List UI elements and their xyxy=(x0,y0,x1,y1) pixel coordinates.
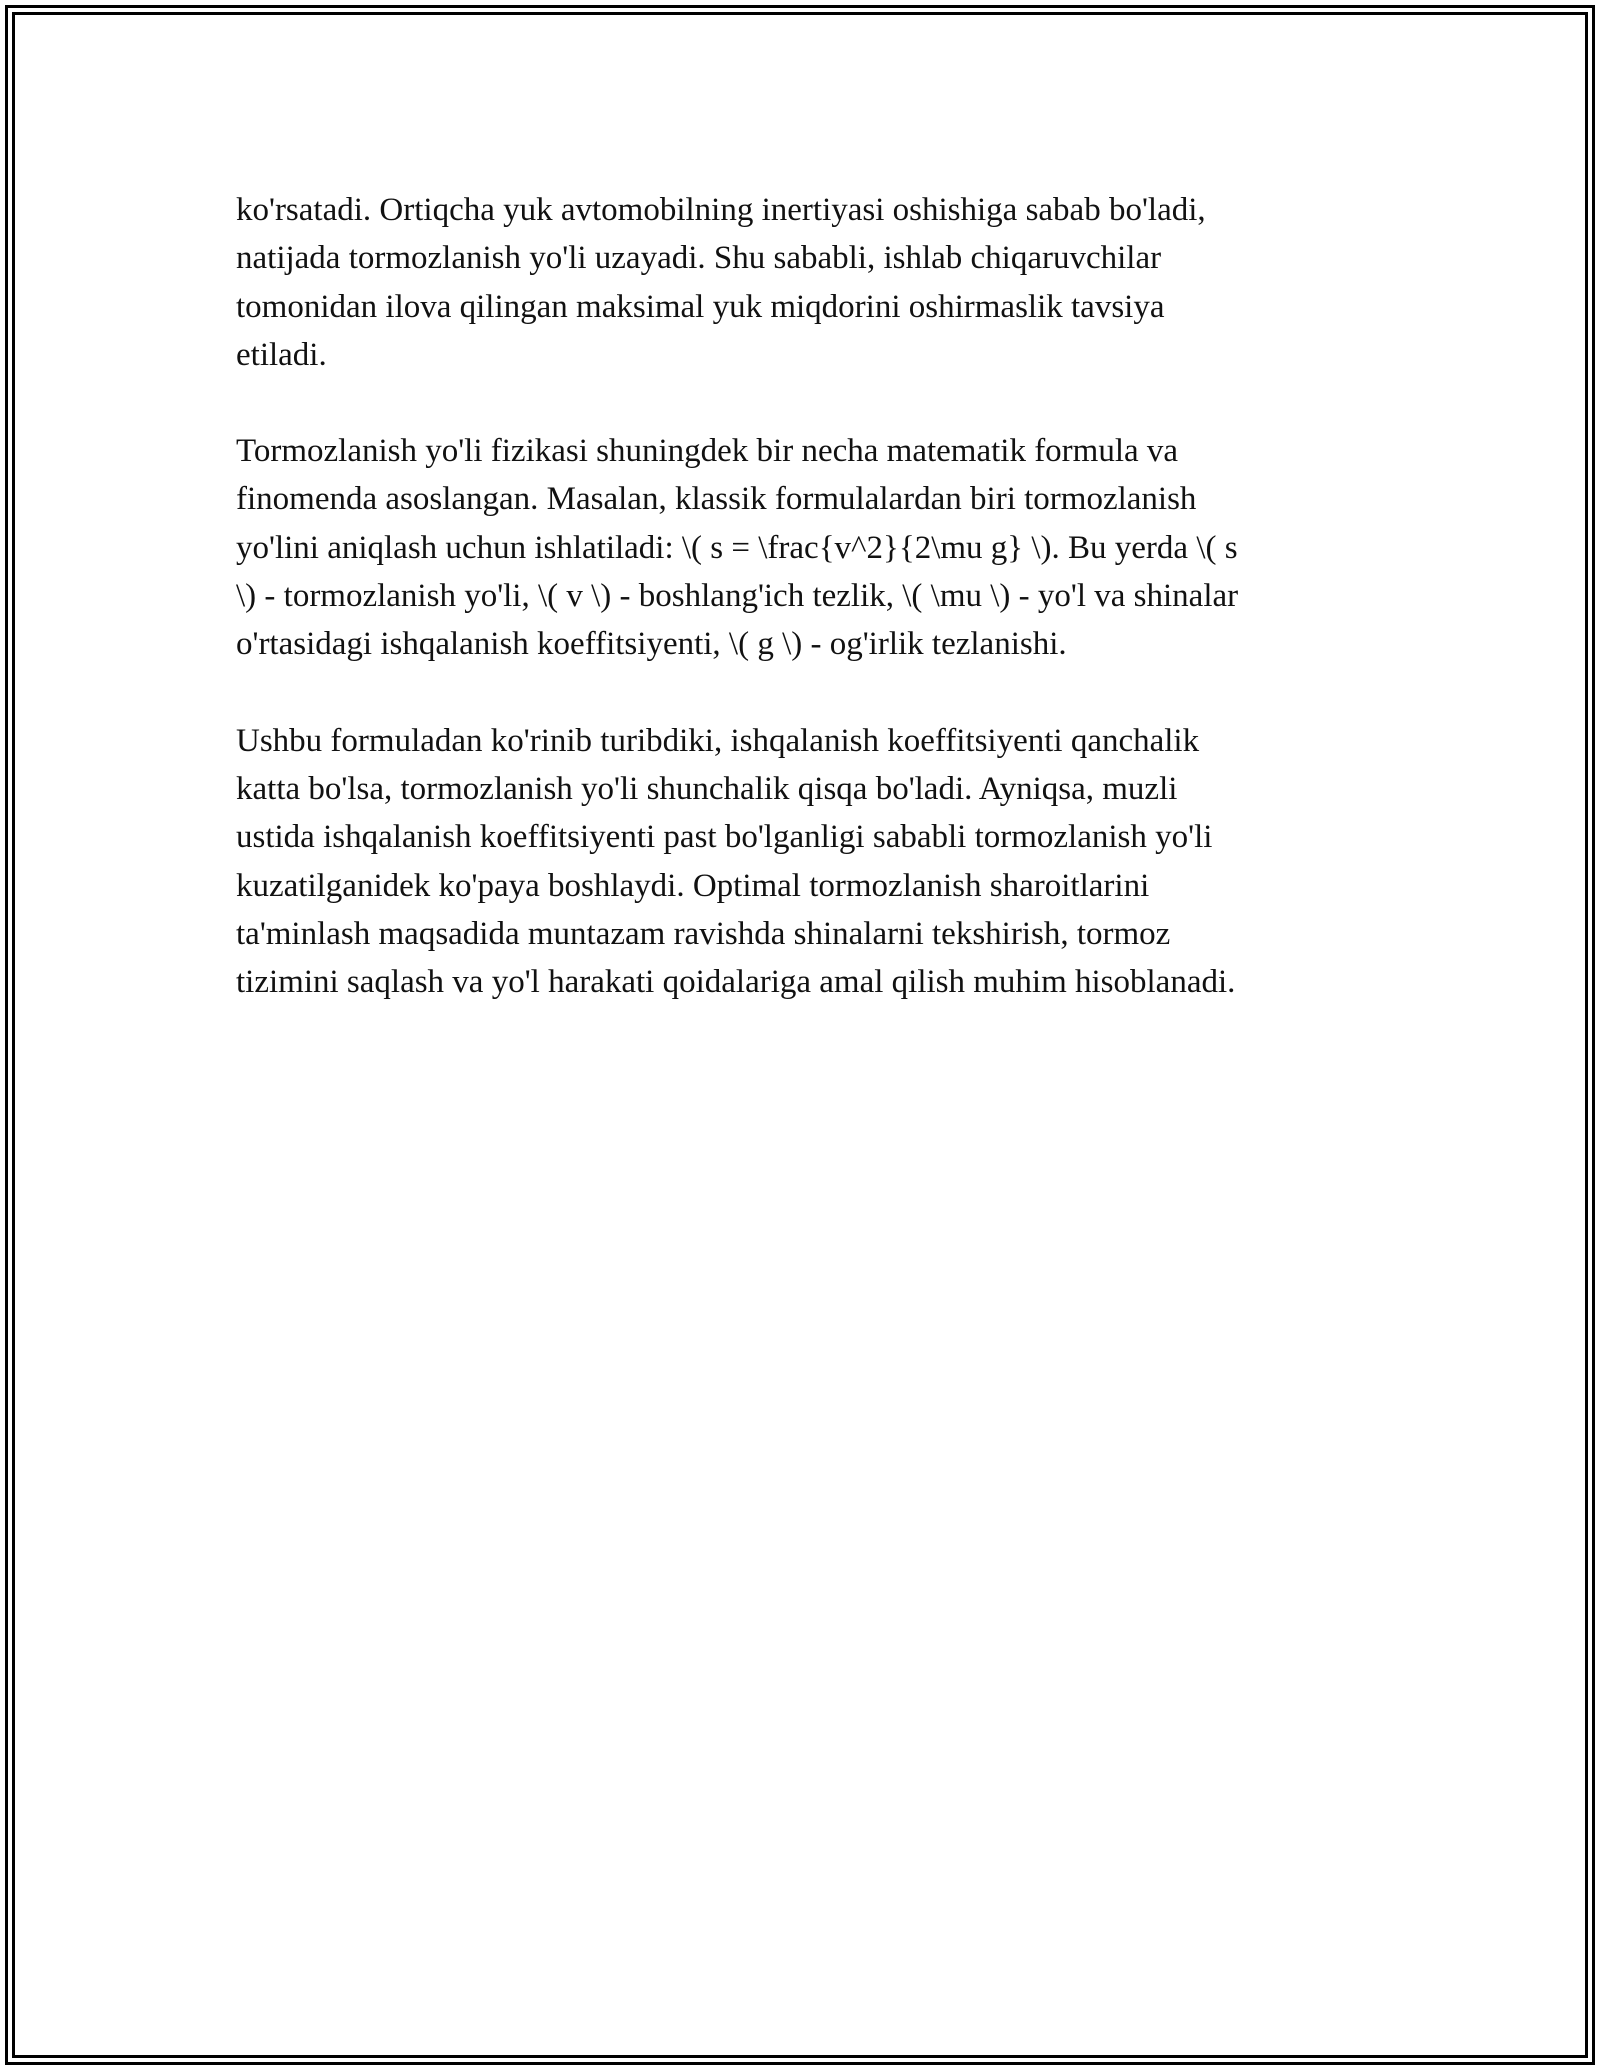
document-body xyxy=(236,186,1366,1054)
paragraph-3: Ushbu formuladan ko'rinib turibdiki, ishqalanish koeffitsiyenti qanchalik katta bo'lsa, tormozlanish yo'li shunchalik qisqa bo'ladi. Ayniqsa, muzli ustida ishqalanish koeffitsiyenti past bo'lganligi sababli tormozlanish yo'li kuzatilganidek ko'paya boshlaydi. Optimal tormozlanish sharoitlarini ta'minlash maqsadida muntazam ravishda shinalarni tekshirish, tormoz tizimini saqlash va yo'l harakati qoidalariga amal qilish muhim hisoblanadi. xyxy=(236,722,1236,1001)
paragraph-1: ko'rsatadi. Ortiqcha yuk avtomobilning inertiyasi oshishiga sabab bo'ladi, natijada tormozlanish yo'li uzayadi. Shu sababli, ishlab chiqaruvchilar tomonidan ilova qilingan maksimal yuk miqdorini oshirmaslik tavsiya etiladi. xyxy=(236,192,1206,373)
paragraph-2: Tormozlanish yo'li fizikasi shuningdek bir necha matematik formula va finomenda asoslangan. Masalan, klassik formulalardan biri tormozlanish yo'lini aniqlash uchun ishlatiladi: \( s = \frac{v^2}{2\mu g} \). Bu yerda \( s \) - tormozlanish yo'li, \( v \) - boshlang'ich tezlik, \( \mu \) - yo'l va shinalar o'rtasidagi ishqalanish koeffitsiyenti, \( g \) - og'irlik tezlanishi. xyxy=(236,433,1239,663)
